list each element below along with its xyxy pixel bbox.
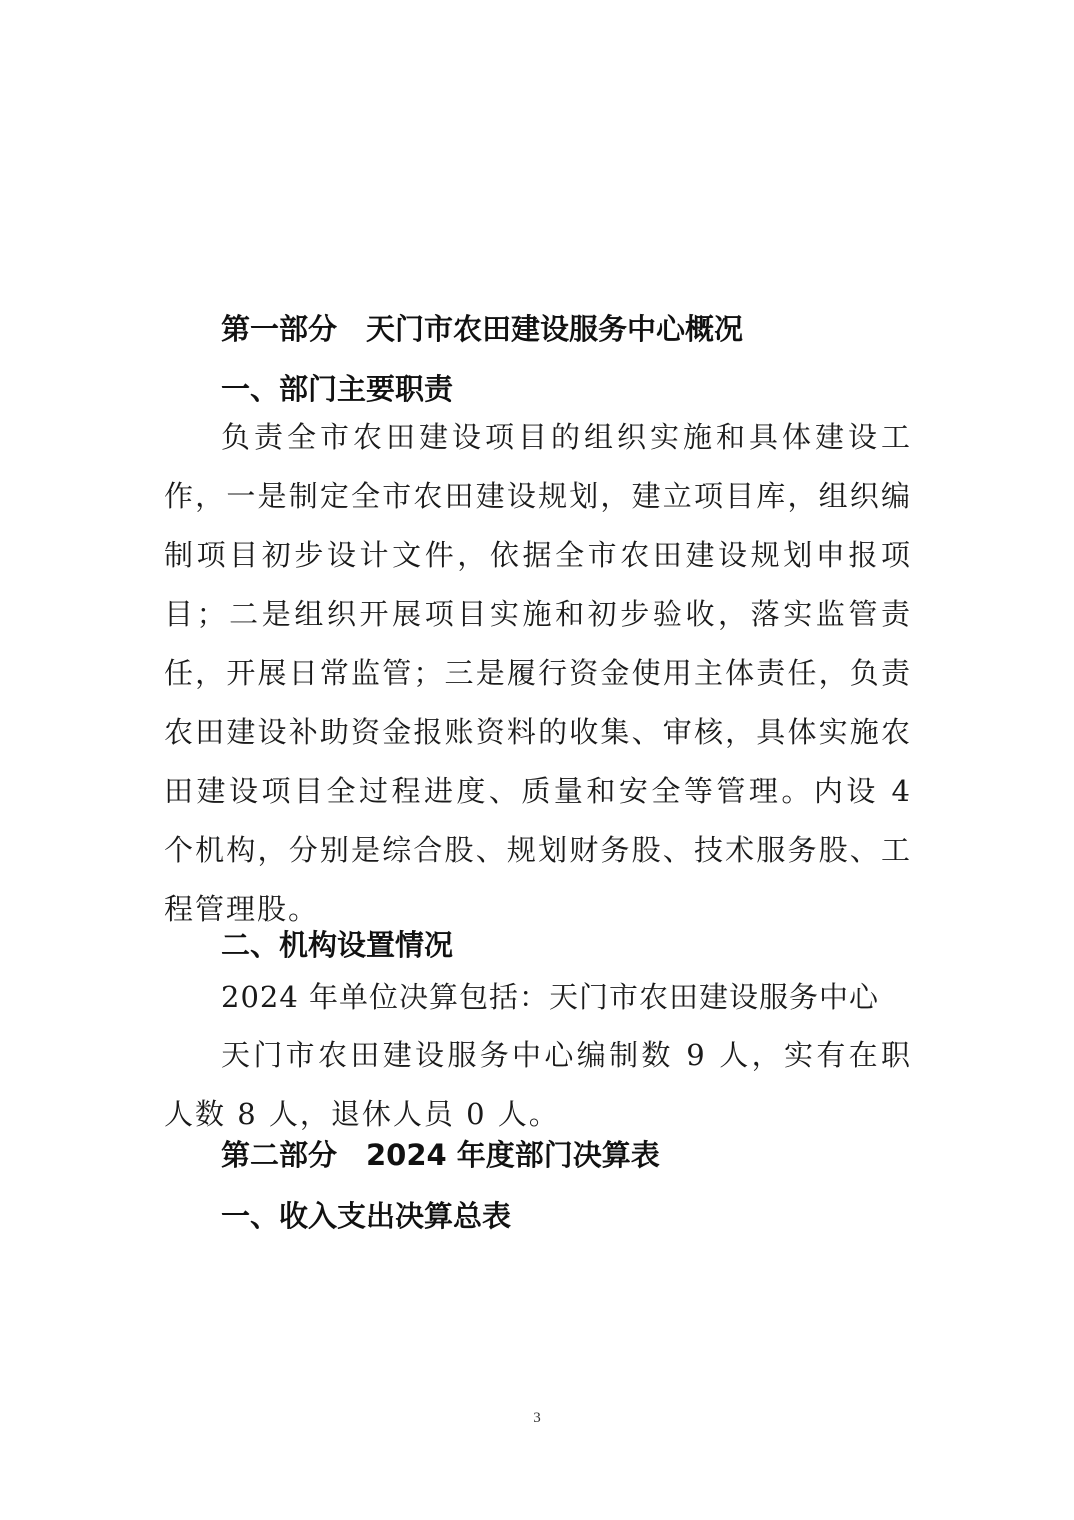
staffing-paragraph: 天门市农田建设服务中心编制数 9 人，实有在职人数 8 人，退休人员 0 人。 [164,1038,912,1131]
page-number: 3 [533,1410,541,1426]
part2-title: 第二部分 2024 年度部门决算表 [221,1138,660,1172]
part1-title: 第一部分 天门市农田建设服务中心概况 [221,312,744,346]
organization-scope-text: 2024 年单位决算包括：天门市农田建设服务中心 [221,980,880,1014]
section-heading-duties: 一、部门主要职责 [221,372,454,406]
duties-paragraph: 负责全市农田建设项目的组织实施和具体建设工作，一是制定全市农田建设规划，建立项目库，组织编制项目初步设计文件，依据全市农田建设规划申报项目；二是组织开展项目实施和初步验收，落实监管责任，开展日常监管；三是履行资金使用主体责任，负责农田建设补助资金报账资料的收集、审核，具体实施农田建设项目全过程进度、质量和安全等管理。内设 4 个机构，分别是综合股、规划财务股、技术服务股、工程管理股。 [164,420,912,926]
section-heading-organization: 二、机构设置情况 [221,928,454,962]
section-heading-summary-table: 一、收入支出决算总表 [221,1199,512,1233]
